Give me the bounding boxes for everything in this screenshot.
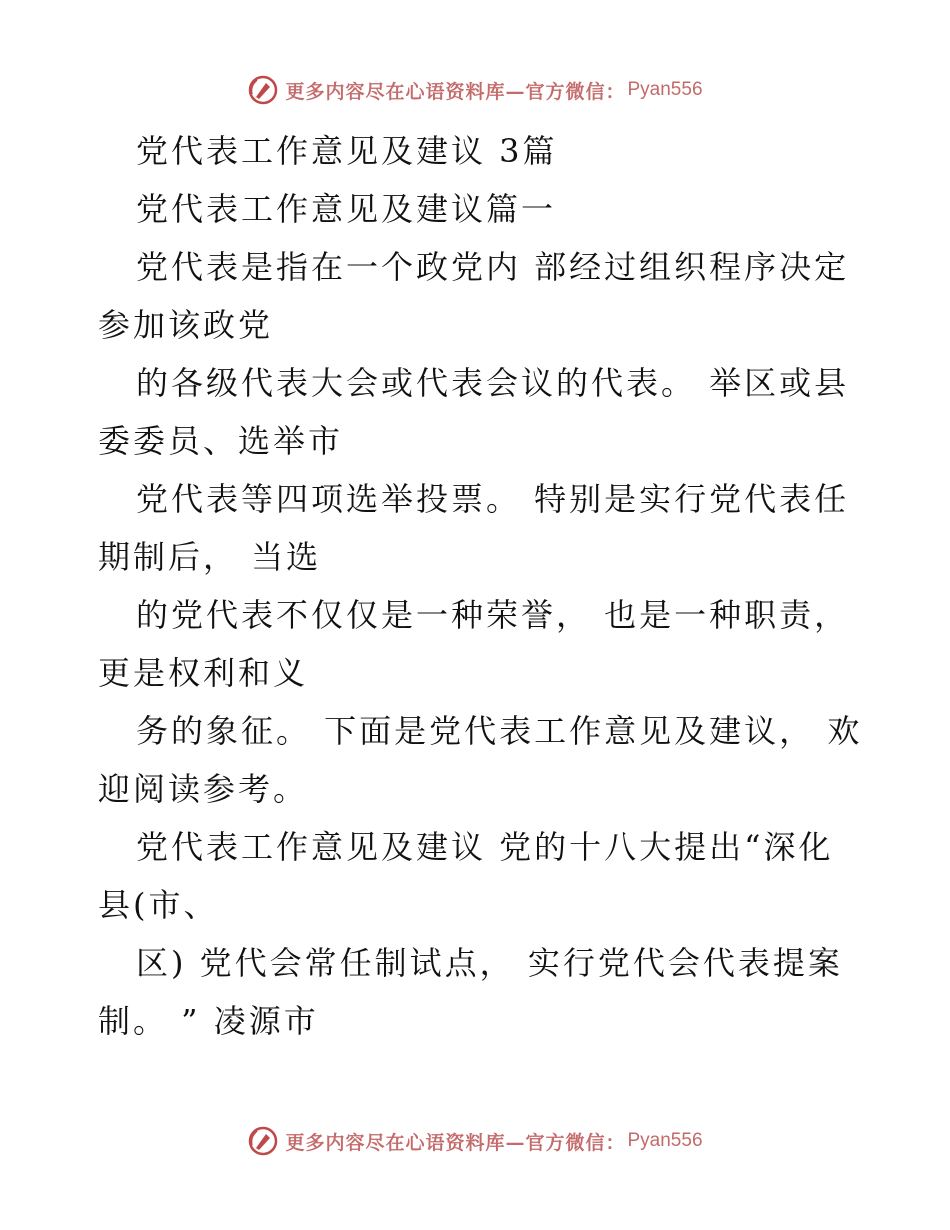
paragraph-line: 党代表等四项选举投票。 特别是实行党代表任 [136,480,850,518]
watermark-brand-text: 更多内容尽在心语资料库— [285,80,526,103]
document-title: 党代表工作意见及建议 3篇 [136,132,558,170]
pen-nib-logo-icon [247,1125,279,1157]
paragraph-line: 迎阅读参考。 [98,770,309,808]
document-body [98,122,863,1050]
watermark-wechat-id: Pyan556 [627,1130,703,1151]
paragraph-line: 党代表工作意见及建议 党的十八大提出“深化 [136,828,834,866]
watermark-wechat-label: 官方微信： [525,1131,626,1154]
paragraph-line: 区) 党代会常任制试点， 实行党代会代表提案 [136,944,843,982]
pen-nib-logo-icon [247,74,279,106]
paragraph-line: 的党代表不仅仅是一种荣誉， 也是一种职责， [136,596,850,634]
paragraph-line: 更是权利和义 [98,654,309,692]
watermark-brand-text: 更多内容尽在心语资料库— [285,1131,526,1154]
watermark-wechat-id: Pyan556 [627,79,703,100]
watermark-wechat-label: 官方微信： [525,80,626,103]
paragraph-line: 务的象征。 下面是党代表工作意见及建议， 欢 [136,712,863,750]
paragraph-line: 制。 ” 凌源市 [98,1002,319,1040]
section-heading: 党代表工作意见及建议篇一 [136,190,557,228]
header-watermark-banner [0,70,950,110]
footer-watermark-banner [0,1121,950,1161]
paragraph-line: 委委员、选举市 [98,422,344,460]
paragraph-line: 的各级代表大会或代表会议的代表。 举区或县 [136,364,850,402]
paragraph-line: 参加该政党 [98,306,274,344]
paragraph-line: 期制后， 当选 [98,538,322,576]
paragraph-line: 县(市、 [98,886,219,924]
paragraph-line: 党代表是指在一个政党内 部经过组织程序决定 [136,248,850,286]
